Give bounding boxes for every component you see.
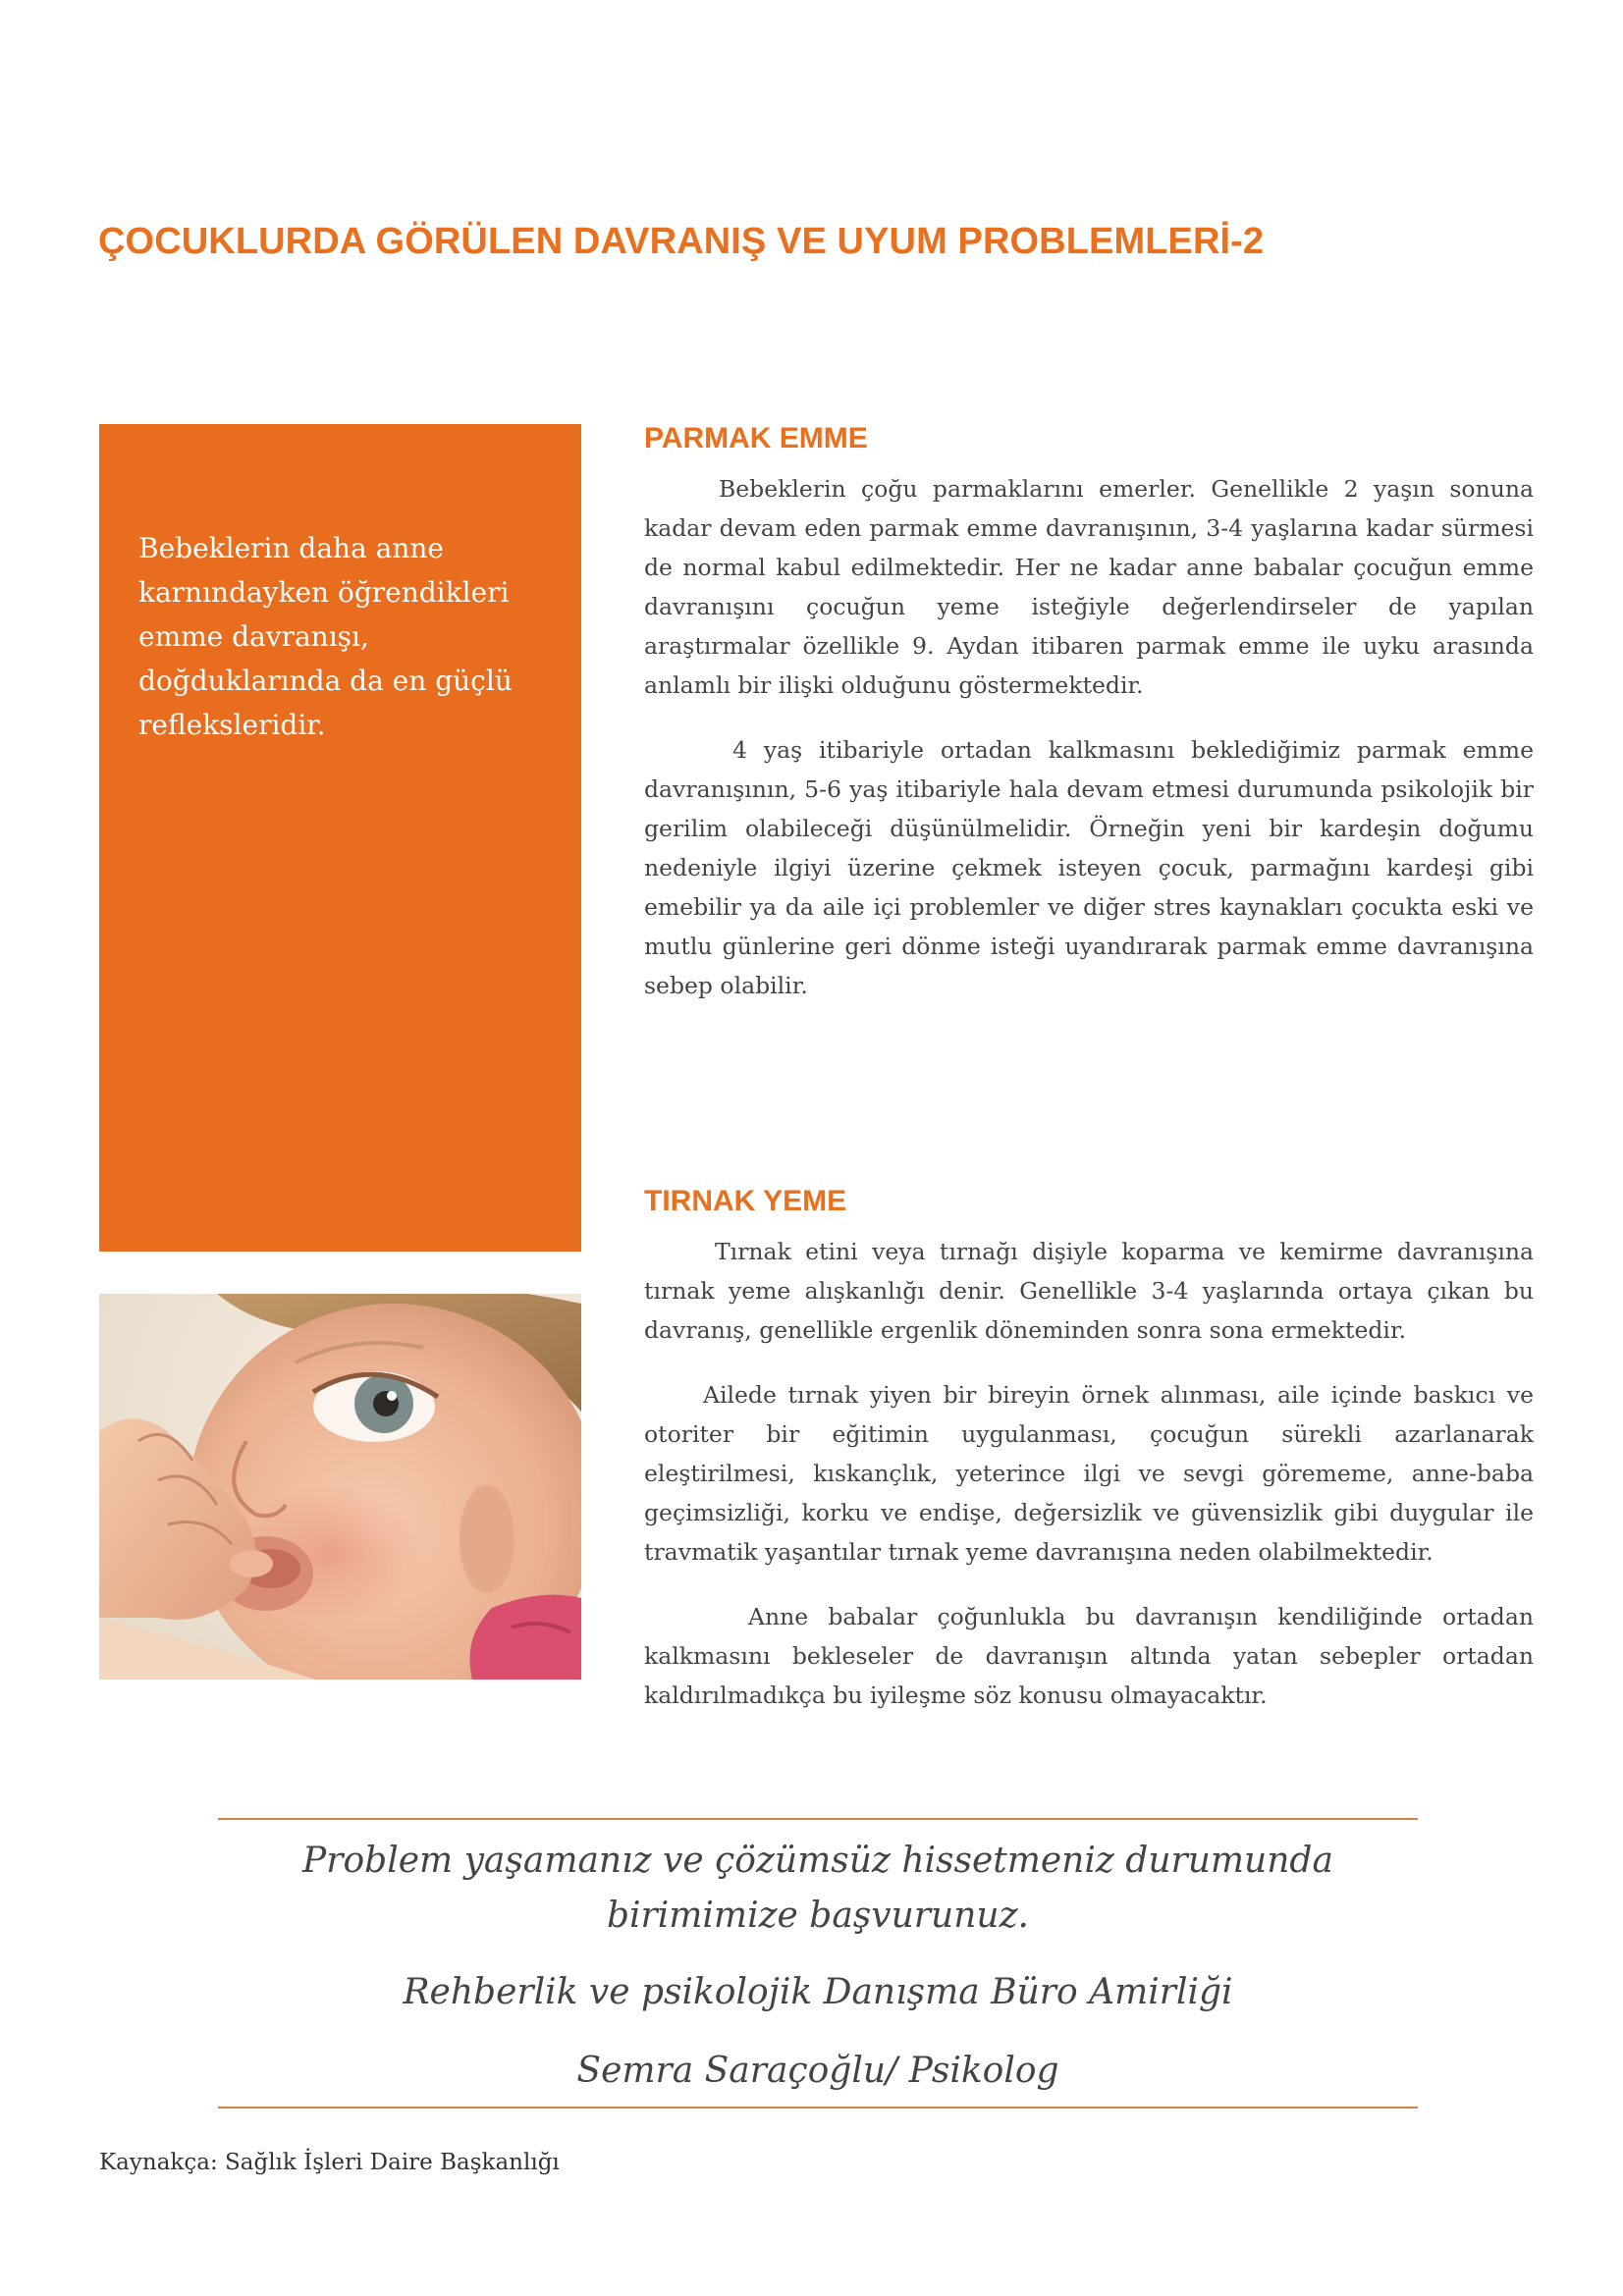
source-reference: Kaynakça: Sağlık İşleri Daire Başkanlığı xyxy=(99,2150,560,2175)
child-thumb-sucking-photo xyxy=(99,1294,581,1680)
page-title: ÇOCUKLURDA GÖRÜLEN DAVRANIŞ VE UYUM PROBLEMLERİ-2 xyxy=(98,221,1265,262)
paragraph: Anne babalar çoğunlukla bu davranışın kendiliğinde ortadan kalkmasını bekleseler de davranışın altında yatan sebepler ortadan kaldırılmadıkça bu iyileşme söz konusu olmayacaktır. xyxy=(644,1603,1534,1709)
footer-author: Semra Saraçoğlu/ Psikolog xyxy=(576,2051,1059,2091)
section-parmak-emme xyxy=(644,422,1534,1031)
section-heading: PARMAK EMME xyxy=(644,422,868,454)
contact-footer xyxy=(218,1818,1418,2109)
paragraph: Tırnak etini veya tırnağı dişiyle koparma ve kemirme davranışına tırnak yeme alışkanlığı denir. Genellikle 3-4 yaşlarında ortaya çıkan bu davranış, genellikle ergenlik döneminden sonra sona ermektedir. xyxy=(644,1238,1534,1344)
sidebar-quote: Bebeklerin daha anne karnındayken öğrendikleri emme davranışı, doğduklarında da en güçlü refleksleridir. xyxy=(138,532,513,741)
paragraph: Bebeklerin çoğu parmaklarını emerler. Genellikle 2 yaşın sonuna kadar devam eden parmak emme davranışının, 3-4 yaşlarına kadar sürmesi de normal kabul edilmektedir. Her ne kadar anne babalar çocuğun emme davranışını çocuğun yeme isteğiyle değerlendirseler de yapılan araştırmalar özellikle 9. Aydan itibaren parmak emme ile uyku arasında anlamlı bir ilişki olduğunu göstermektedir. xyxy=(644,475,1534,699)
footer-message: Problem yaşamanız ve çözümsüz hissetmeniz durumunda birimimize başvurunuz. xyxy=(302,1841,1333,1936)
paragraph: 4 yaş itibariyle ortadan kalkmasını beklediğimiz parmak emme davranışının, 5-6 yaş itibariyle hala devam etmesi durumunda psikolojik bir gerilim olabileceği düşünülmelidir. Örneğin yeni bir kardeşin doğumu nedeniyle ilgiyi üzerine çekmek isteyen çocuk, parmağını kardeşi gibi emebilir ya da aile içi problemler ve diğer stres kaynakları çocukta eski ve mutlu günlerine geri dönme isteği uyandırarak parmak emme davranışına sebep olabilir. xyxy=(644,736,1534,999)
section-tirnak-yeme xyxy=(644,1185,1534,1740)
footer-department: Rehberlik ve psikolojik Danışma Büro Amirliği xyxy=(403,1972,1233,2012)
paragraph: Ailede tırnak yiyen bir bireyin örnek alınması, aile içinde baskıcı ve otoriter bir eğitimin uygulanması, çocuğun sürekli azarlanarak eleştirilmesi, kıskançlık, yeterince ilgi ve sevgi görememe, anne-baba geçimsizliği, korku ve endişe, değersizlik ve güvensizlik gibi duygular ile travmatik yaşantılar tırnak yeme davranışına neden olabilmektedir. xyxy=(644,1381,1534,1566)
section-heading: TIRNAK YEME xyxy=(644,1185,847,1217)
sidebar-panel xyxy=(99,424,581,1252)
